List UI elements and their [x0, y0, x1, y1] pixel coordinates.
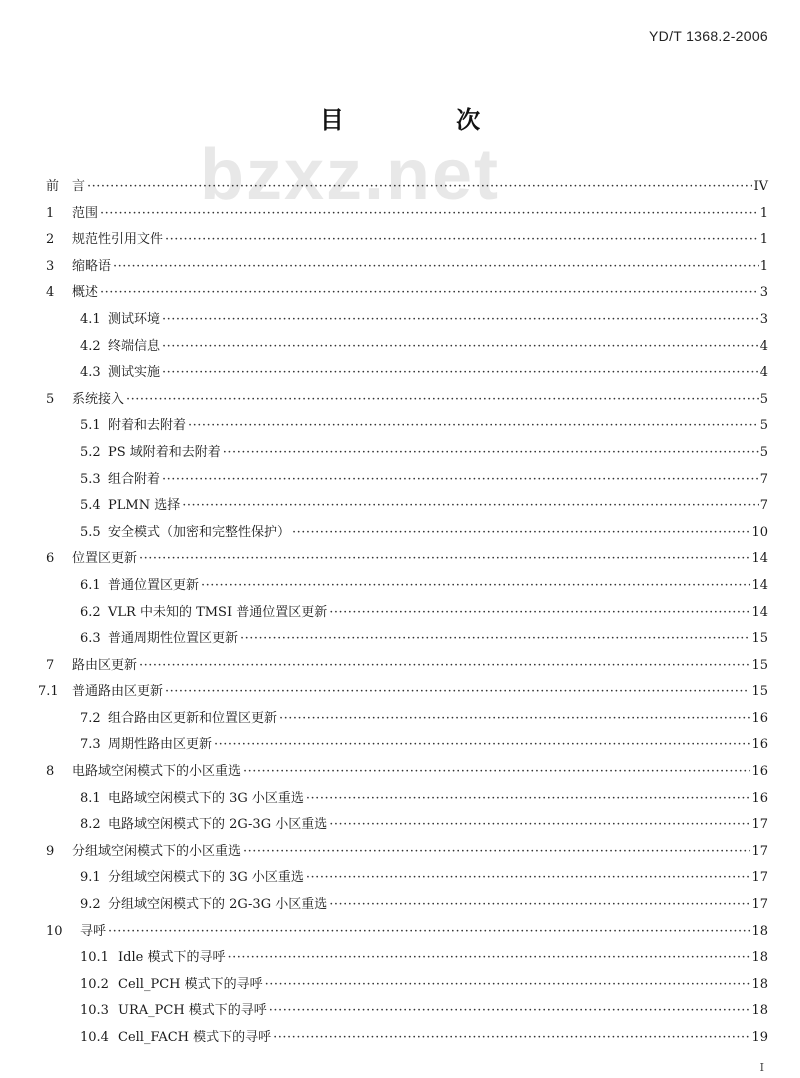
- dot-leader: [188, 413, 759, 440]
- toc-entry-number: 5.4: [80, 498, 101, 514]
- toc-entry[interactable]: [0, 360, 800, 387]
- toc-entry-label: URA_PCH 模式下的寻呼: [118, 1003, 267, 1019]
- dot-leader: [113, 254, 759, 281]
- toc-entry-page: 1: [759, 227, 768, 254]
- toc-entry-number: 6.1: [80, 577, 101, 593]
- toc-entry-page: 14: [750, 546, 768, 573]
- toc-entry[interactable]: [0, 387, 800, 414]
- toc-entry-label: 分组域空闲模式下的小区重选: [72, 843, 242, 859]
- toc-entry[interactable]: [0, 227, 800, 254]
- toc-entry-label: 位置区更新: [72, 551, 138, 567]
- table-of-contents: [0, 174, 800, 1052]
- toc-entry[interactable]: [0, 839, 800, 866]
- toc-entry-number: 4.1: [80, 311, 101, 327]
- toc-entry-label: 电路域空闲模式下的 3G 小区重选: [108, 790, 304, 806]
- toc-entry-number: 8.1: [80, 790, 101, 806]
- toc-entry-label: 安全模式（加密和完整性保护）: [108, 524, 291, 540]
- toc-entry[interactable]: [0, 1025, 800, 1052]
- toc-entry-label: 寻呼: [80, 923, 107, 939]
- toc-entry-page: 17: [750, 812, 768, 839]
- toc-entry-page: 19: [750, 1025, 768, 1052]
- toc-entry-page: 5: [759, 413, 768, 440]
- dot-leader: [201, 573, 750, 600]
- toc-entry[interactable]: [0, 732, 800, 759]
- toc-entry-page: 4: [759, 334, 768, 361]
- toc-entry-label: 普通周期性位置区更新: [108, 631, 239, 647]
- dot-leader: [126, 387, 759, 414]
- dot-leader: [108, 919, 750, 946]
- toc-entry-number: 6.3: [80, 631, 101, 647]
- toc-entry-label: PS 域附着和去附着: [108, 444, 221, 460]
- toc-entry-label: 系统接入: [72, 391, 125, 407]
- dot-leader: [306, 865, 751, 892]
- toc-entry-number: 5: [46, 391, 55, 407]
- toc-entry-label: 测试环境: [108, 311, 161, 327]
- toc-entry-page: 18: [750, 998, 768, 1025]
- dot-leader: [87, 174, 752, 201]
- dot-leader: [162, 307, 759, 334]
- toc-entry-page: 17: [750, 839, 768, 866]
- dot-leader: [100, 280, 759, 307]
- dot-leader: [223, 440, 759, 467]
- toc-entry[interactable]: [0, 706, 800, 733]
- toc-entry-number: 7.3: [80, 737, 101, 753]
- toc-entry-number: 5.3: [80, 471, 101, 487]
- toc-entry-page: 10: [750, 520, 768, 547]
- toc-entry[interactable]: [0, 626, 800, 653]
- toc-entry-number: 7: [46, 657, 55, 673]
- dot-leader: [182, 493, 759, 520]
- toc-entry-label: 附着和去附着: [108, 418, 187, 434]
- toc-entry-label: 言: [72, 179, 86, 194]
- dot-leader: [139, 653, 750, 680]
- toc-entry-page: 18: [750, 972, 768, 999]
- toc-entry-label: 电路域空闲模式下的 2G-3G 小区重选: [108, 817, 328, 833]
- toc-entry[interactable]: [0, 919, 800, 946]
- toc-entry[interactable]: [0, 440, 800, 467]
- toc-entry[interactable]: [0, 307, 800, 334]
- toc-entry-label: Idle 模式下的寻呼: [118, 950, 226, 966]
- toc-entry[interactable]: [0, 998, 800, 1025]
- toc-entry[interactable]: [0, 493, 800, 520]
- toc-entry-label: 分组域空闲模式下的 2G-3G 小区重选: [108, 897, 328, 913]
- toc-entry-page: 16: [750, 759, 768, 786]
- toc-entry-label: 规范性引用文件: [72, 232, 164, 248]
- toc-entry-number: 1: [46, 205, 55, 221]
- dot-leader: [165, 227, 759, 254]
- toc-entry-label: Cell_PCH 模式下的寻呼: [118, 976, 263, 992]
- toc-entry[interactable]: [0, 520, 800, 547]
- toc-entry[interactable]: [0, 600, 800, 627]
- toc-entry-number: 8: [46, 764, 55, 780]
- toc-entry-number: 4.3: [80, 365, 101, 381]
- dot-leader: [329, 812, 750, 839]
- toc-entry[interactable]: [0, 573, 800, 600]
- toc-entry-page: 1: [759, 254, 768, 281]
- toc-entry-number: 5.2: [80, 444, 101, 460]
- toc-entry[interactable]: [0, 653, 800, 680]
- dot-leader: [165, 679, 750, 706]
- toc-entry-number: 9: [46, 843, 55, 859]
- toc-entry-page: 7: [759, 467, 768, 494]
- toc-entry-page: 3: [759, 280, 768, 307]
- toc-entry-number: 9.1: [80, 870, 101, 886]
- toc-entry-number: 7.1: [38, 684, 59, 700]
- dot-leader: [240, 626, 750, 653]
- toc-entry[interactable]: [0, 467, 800, 494]
- toc-entry-number: 10.2: [80, 976, 109, 992]
- toc-entry-page: 14: [750, 573, 768, 600]
- toc-entry[interactable]: [0, 546, 800, 573]
- document-code: YD/T 1368.2-2006: [649, 28, 768, 44]
- toc-entry-number: 10.4: [80, 1030, 109, 1045]
- toc-entry-number: 6: [46, 551, 55, 567]
- toc-entry-page: 16: [750, 732, 768, 759]
- toc-entry-label: 电路域空闲模式下的小区重选: [72, 764, 242, 780]
- dot-leader: [273, 1025, 750, 1052]
- toc-entry-number: 前: [46, 179, 60, 194]
- toc-entry-label: 概述: [72, 285, 99, 301]
- dot-leader: [265, 972, 751, 999]
- toc-entry-page: 4: [759, 360, 768, 387]
- toc-entry[interactable]: [0, 201, 800, 228]
- dot-leader: [292, 520, 750, 547]
- toc-entry-page: 18: [750, 945, 768, 972]
- toc-entry-number: 5.1: [80, 418, 101, 434]
- toc-entry[interactable]: [0, 413, 800, 440]
- toc-entry-page: 15: [750, 653, 768, 680]
- dot-leader: [227, 945, 750, 972]
- toc-entry-number: 6.2: [80, 604, 101, 620]
- toc-entry[interactable]: [0, 254, 800, 281]
- toc-entry[interactable]: [0, 174, 800, 201]
- toc-entry[interactable]: [0, 865, 800, 892]
- toc-entry-label: 普通路由区更新: [72, 684, 164, 700]
- dot-leader: [243, 839, 750, 866]
- toc-entry-label: PLMN 选择: [108, 498, 181, 514]
- toc-entry-number: 10: [46, 923, 63, 939]
- toc-entry-number: 9.2: [80, 897, 101, 913]
- toc-entry[interactable]: [0, 679, 800, 706]
- toc-entry-page: 16: [750, 786, 768, 813]
- toc-entry-number: 5.5: [80, 524, 101, 540]
- toc-entry-label: 终端信息: [108, 338, 161, 354]
- toc-entry-label: 路由区更新: [72, 657, 138, 673]
- toc-entry[interactable]: [0, 280, 800, 307]
- dot-leader: [279, 706, 750, 733]
- toc-entry-label: 范围: [72, 205, 99, 221]
- dot-leader: [214, 732, 750, 759]
- toc-entry-page: 5: [759, 440, 768, 467]
- toc-entry-label: 缩略语: [72, 258, 112, 274]
- toc-entry-label: 组合路由区更新和位置区更新: [108, 710, 278, 726]
- toc-entry-label: 组合附着: [108, 471, 161, 487]
- toc-entry-label: 周期性路由区更新: [108, 737, 213, 753]
- toc-entry-label: VLR 中未知的 TMSI 普通位置区更新: [108, 604, 328, 620]
- toc-entry[interactable]: [0, 892, 800, 919]
- dot-leader: [269, 998, 751, 1025]
- dot-leader: [100, 201, 759, 228]
- dot-leader: [306, 786, 751, 813]
- watermark: bzxz.net: [200, 135, 501, 215]
- toc-entry[interactable]: [0, 786, 800, 813]
- toc-entry-page: IV: [752, 174, 768, 201]
- toc-entry-number: 8.2: [80, 817, 101, 833]
- toc-entry-page: 1: [759, 201, 768, 228]
- toc-entry-number: 2: [46, 232, 55, 248]
- toc-entry[interactable]: [0, 759, 800, 786]
- toc-entry-page: 18: [750, 919, 768, 946]
- toc-entry-page: 3: [759, 307, 768, 334]
- toc-entry-page: 15: [750, 679, 768, 706]
- dot-leader: [243, 759, 750, 786]
- toc-entry-label: 分组域空闲模式下的 3G 小区重选: [108, 870, 304, 886]
- toc-entry[interactable]: [0, 972, 800, 999]
- toc-entry-page: 17: [750, 892, 768, 919]
- toc-entry-number: 7.2: [80, 710, 101, 726]
- toc-entry-label: Cell_FACH 模式下的寻呼: [118, 1030, 272, 1045]
- toc-entry-number: 4: [46, 285, 55, 301]
- toc-entry-page: 17: [750, 865, 768, 892]
- toc-entry[interactable]: [0, 812, 800, 839]
- toc-entry-page: 15: [750, 626, 768, 653]
- toc-entry-number: 10.1: [80, 950, 109, 966]
- dot-leader: [162, 360, 759, 387]
- page-number: I: [759, 1061, 764, 1074]
- toc-entry[interactable]: [0, 334, 800, 361]
- toc-entry-page: 5: [759, 387, 768, 414]
- dot-leader: [329, 892, 750, 919]
- dot-leader: [139, 546, 750, 573]
- dot-leader: [329, 600, 750, 627]
- toc-entry-label: 普通位置区更新: [108, 577, 200, 593]
- dot-leader: [162, 334, 759, 361]
- toc-entry-label: 测试实施: [108, 365, 161, 381]
- toc-entry-page: 7: [759, 493, 768, 520]
- toc-entry-number: 4.2: [80, 338, 101, 354]
- page-title: 目 次: [319, 105, 533, 134]
- toc-entry-number: 3: [46, 258, 55, 274]
- toc-entry-page: 14: [750, 600, 768, 627]
- toc-entry[interactable]: [0, 945, 800, 972]
- dot-leader: [162, 467, 759, 494]
- toc-entry-page: 16: [750, 706, 768, 733]
- toc-entry-number: 10.3: [80, 1003, 109, 1019]
